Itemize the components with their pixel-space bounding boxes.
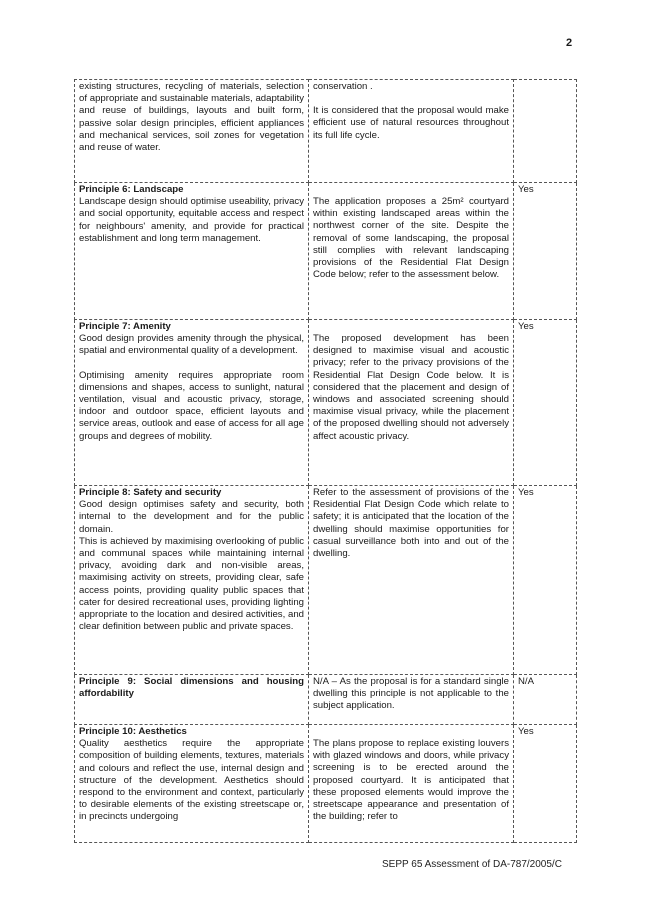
principle-heading: Principle 9: Social dimensions and housing affordability — [79, 676, 304, 700]
description-paragraph: Quality aesthetics require the appropriate composition of building elements, textures, materials and colours and reflect the use, internal design and structure of the development. Aesthetics should respond to the environment and context, particularly to desirable elements of the existing streetscape or, in precincts undergoing — [79, 738, 304, 823]
table-row — [75, 486, 577, 675]
principle-heading: Principle 8: Safety and security — [79, 487, 222, 498]
comment-cell — [309, 486, 514, 675]
complies-cell — [514, 80, 577, 183]
complies-cell: Yes — [514, 486, 577, 675]
comment-cell — [309, 183, 514, 320]
description-paragraph: Landscape design should optimise useability, privacy and social opportunity, equitable access and respect for neighbours' amenity, and provide for practical establishment and long term management. — [79, 196, 304, 244]
principle-heading: Principle 7: Amenity — [79, 321, 171, 332]
description-paragraph: Optimising amenity requires appropriate room dimensions and shapes, access to sunlight, natural ventilation, visual and acoustic privacy, storage, indoor and outdoor space, efficient layouts and service areas, outlook and ease of access for all age groups and degrees of mobility. — [79, 369, 304, 442]
table-row — [75, 675, 577, 725]
comment-paragraph: N/A – As the proposal is for a standard single dwelling this principle is not applicable to the subject application. — [313, 676, 509, 712]
comment-paragraph: conservation . — [313, 81, 373, 92]
sepp65-assessment-table — [74, 79, 577, 843]
comment-paragraph: The proposed development has been designed to maximise visual and acoustic privacy; refer to the privacy provisions of the Residential Flat Design Code below. It is considered that the placement and design of windows and associated screening should maximise visual privacy, while the placement of the proposed dwelling should not adversely affect acoustic privacy. — [313, 333, 509, 442]
comment-paragraph: It is considered that the proposal would make efficient use of natural resources throughout its full life cycle. — [313, 105, 509, 141]
complies-cell: Yes — [514, 183, 577, 320]
comment-paragraph: Refer to the assessment of provisions of the Residential Flat Design Code which relate to safety; it is anticipated that the location of the dwelling should maximise opportunities for casual surveillance both into and out of the dwelling. — [313, 487, 509, 560]
comment-paragraph: The application proposes a 25m² courtyard within existing landscaped areas within the northwest corner of the site. Despite the removal of some landscaping, the proposal still complies with relevant landscaping provisions of the Residential Flat Design Code below; refer to the assessment below. — [313, 196, 509, 281]
description-paragraph: Good design provides amenity through the physical, spatial and environmental quality of a development. — [79, 333, 304, 357]
principle-description-cell — [75, 183, 309, 320]
principle-description-cell — [75, 675, 309, 725]
principle-description-cell — [75, 80, 309, 183]
principle-heading: Principle 6: Landscape — [79, 184, 184, 195]
complies-cell: Yes — [514, 725, 577, 843]
comment-cell — [309, 80, 514, 183]
comment-paragraph: The plans propose to replace existing louvers with glazed windows and doors, while privacy screening is to be erected around the proposed courtyard. It is anticipated that these proposed elements would improve the streetscape appearance and presentation of the building; refer to — [313, 738, 509, 823]
table-row — [75, 183, 577, 320]
table-row — [75, 320, 577, 486]
page-footer: SEPP 65 Assessment of DA-787/2005/C — [382, 859, 562, 870]
page-number: 2 — [566, 37, 573, 49]
complies-cell: N/A — [514, 675, 577, 725]
comment-cell — [309, 725, 514, 843]
table-row — [75, 725, 577, 843]
description-paragraph: Good design optimises safety and security, both internal to the development and for the public domain. — [79, 499, 304, 535]
principle-description-cell — [75, 725, 309, 843]
description-paragraph: This is achieved by maximising overlooking of public and communal spaces while maintaining internal privacy, avoiding dark and non-visible areas, maximising activity on streets, providing clear, safe access points, providing quality public spaces that cater for desired recreational uses, providing lighting appropriate to the location and desired activities, and clear definition between public and private spaces. — [79, 535, 304, 633]
principle-description-cell — [75, 486, 309, 675]
description-paragraph: existing structures, recycling of materials, selection of appropriate and sustainable materials, adaptability and reuse of buildings, layouts and built form, passive solar design principles, efficient appliances and mechanical services, soil zones for vegetation and reuse of water. — [79, 81, 304, 154]
table-row — [75, 80, 577, 183]
comment-cell — [309, 320, 514, 486]
principle-heading: Principle 10: Aesthetics — [79, 726, 187, 737]
principle-description-cell — [75, 320, 309, 486]
complies-cell: Yes — [514, 320, 577, 486]
comment-cell — [309, 675, 514, 725]
